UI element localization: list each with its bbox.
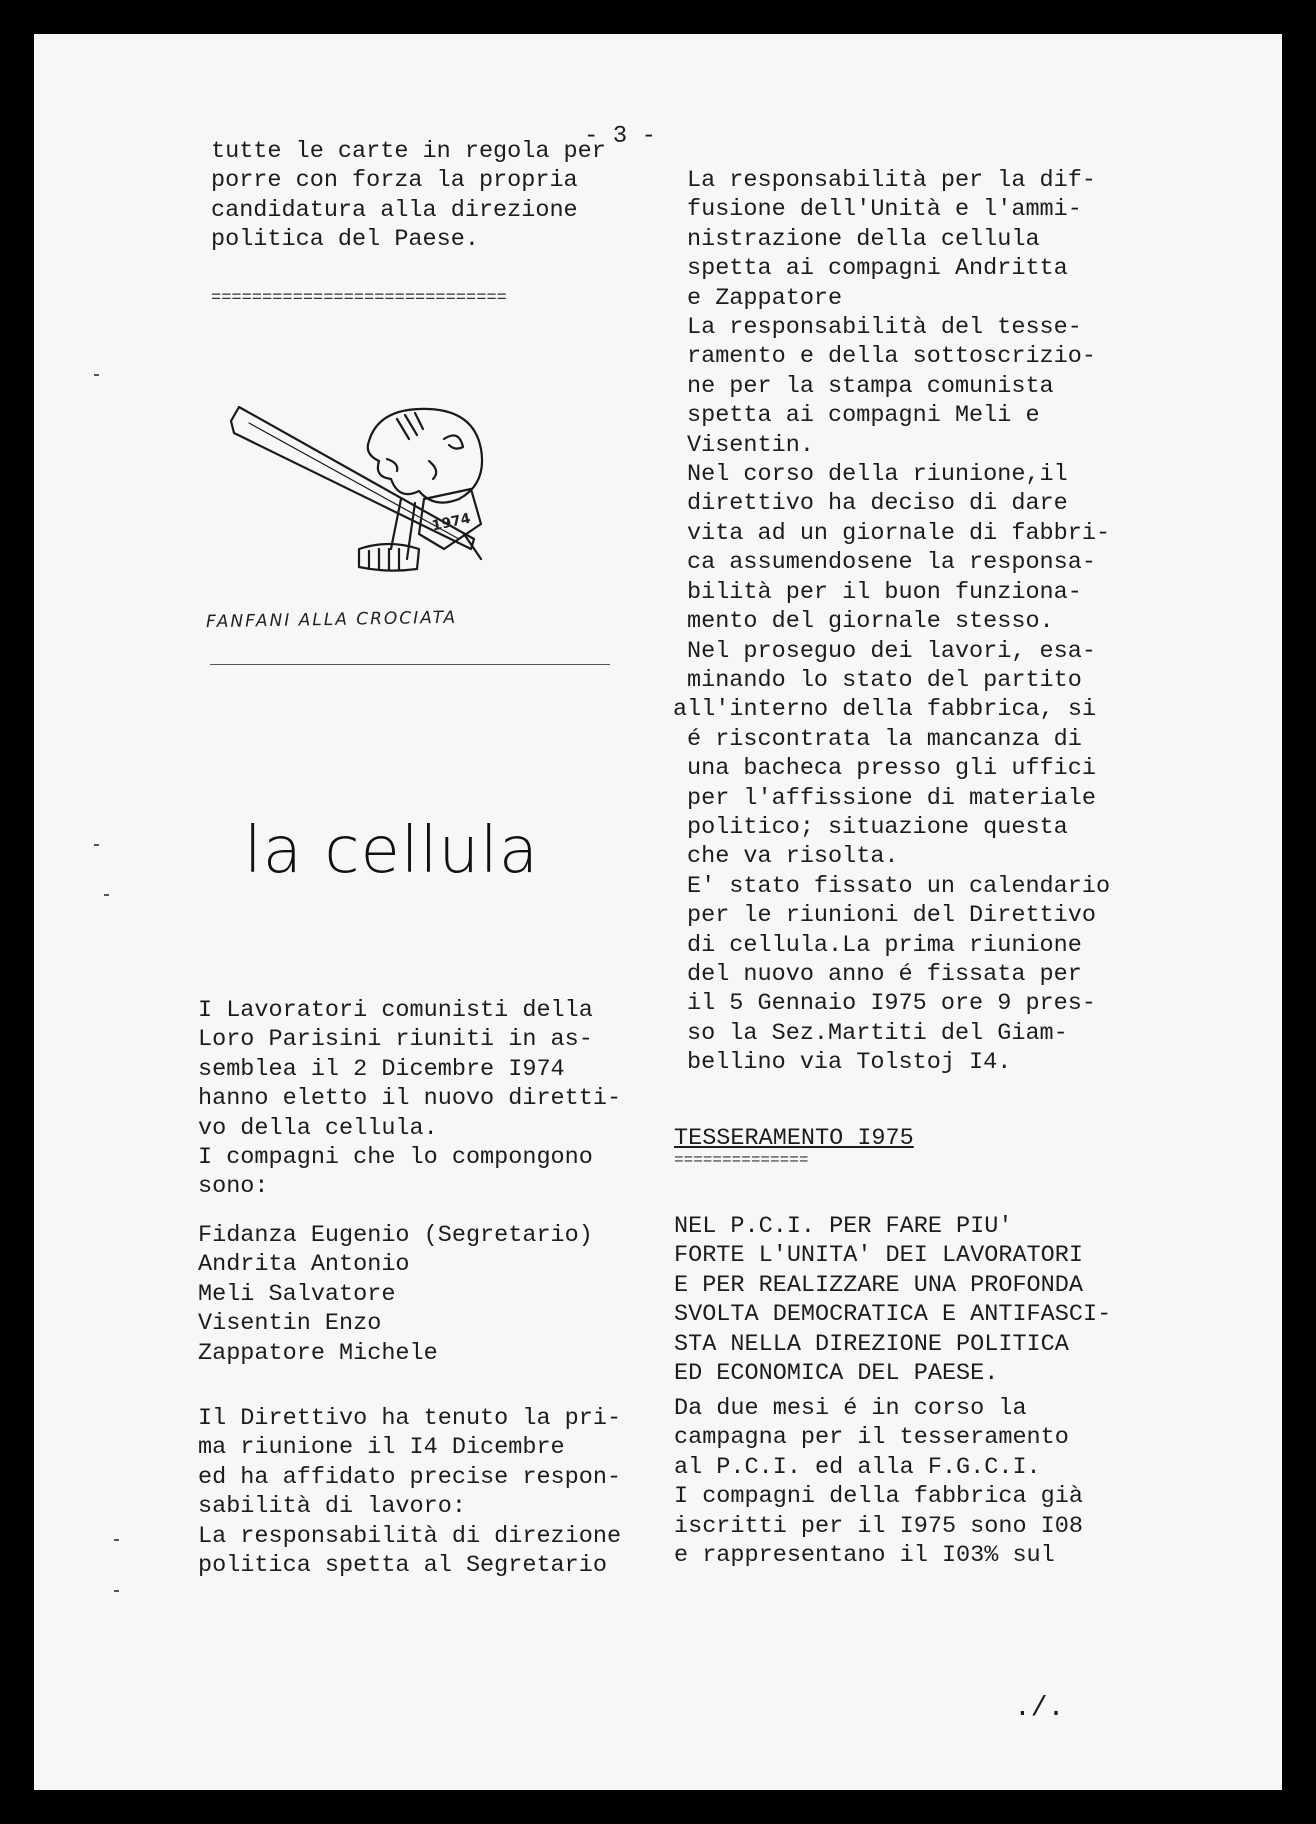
text-line: e Zappatore xyxy=(687,284,843,312)
text-line: il 5 Gennaio I975 ore 9 pres- xyxy=(687,990,1096,1018)
margin-mark xyxy=(94,844,99,846)
text-line: ca assumendosene la responsa- xyxy=(687,549,1096,577)
text-line: La responsabilità del tesse- xyxy=(687,314,1082,342)
page-number: - 3 - xyxy=(583,123,656,150)
text-line: fusione dell'Unità e l'ammi- xyxy=(687,196,1082,224)
text-line: politico; situazione questa xyxy=(687,813,1068,841)
text-line: I compagni che lo compongono xyxy=(198,1144,593,1172)
text-line: spetta ai compagni Andritta xyxy=(687,255,1068,283)
text-line: sabilità di lavoro: xyxy=(198,1493,466,1521)
text-line: una bacheca presso gli uffici xyxy=(687,755,1096,783)
text-line: bilità per il buon funziona- xyxy=(687,578,1082,606)
right-top-paragraph xyxy=(673,166,1111,1078)
text-line: hanno eletto il nuovo diretti- xyxy=(198,1085,622,1113)
section-title-tesseramento: TESSERAMENTO I975 xyxy=(674,1125,914,1152)
separator-rule: ============================= xyxy=(211,289,507,308)
margin-mark xyxy=(94,374,99,376)
text-line: ED ECONOMICA DEL PAESE. xyxy=(674,1360,999,1388)
text-line: vita ad un giornale di fabbri- xyxy=(687,519,1111,547)
text-line: mento del giornale stesso. xyxy=(687,608,1054,636)
text-line: I compagni della fabbrica già xyxy=(674,1483,1083,1511)
text-line: Da due mesi é in corso la xyxy=(674,1395,1027,1422)
text-line: E PER REALIZZARE UNA PROFONDA xyxy=(674,1271,1083,1299)
shield-badge: 1974 xyxy=(430,510,473,535)
member-list xyxy=(198,1221,593,1368)
text-line: porre con forza la propria xyxy=(211,167,578,195)
text-line: che va risolta. xyxy=(687,843,899,871)
text-line: Nel corso della riunione,il xyxy=(687,461,1068,489)
list-item: Visentin Enzo xyxy=(198,1310,382,1338)
text-line: Nel proseguo dei lavori, esa- xyxy=(687,637,1096,665)
text-line: direttivo ha deciso di dare xyxy=(687,490,1068,518)
text-line: all'interno della fabbrica, si xyxy=(673,696,1097,724)
left-top-paragraph xyxy=(211,137,606,255)
text-line: e rappresentano il I03% sul xyxy=(674,1542,1055,1570)
list-item: Fidanza Eugenio (Segretario) xyxy=(198,1222,593,1249)
text-line: al P.C.I. ed alla F.G.C.I. xyxy=(674,1453,1041,1481)
document-page xyxy=(34,34,1282,1790)
fanfani-cartoon xyxy=(219,399,539,589)
text-line: iscritti per il I975 sono I08 xyxy=(674,1512,1083,1540)
text-line: candidatura alla direzione xyxy=(211,196,578,224)
text-line: é riscontrata la mancanza di xyxy=(687,725,1082,753)
text-line: NEL P.C.I. PER FARE PIU' xyxy=(674,1213,1013,1240)
text-line: E' stato fissato un calendario xyxy=(687,872,1111,900)
text-line: FORTE L'UNITA' DEI LAVORATORI xyxy=(674,1242,1083,1270)
text-line: SVOLTA DEMOCRATICA E ANTIFASCI- xyxy=(674,1301,1112,1329)
continued-mark: ./. xyxy=(1014,1693,1065,1724)
text-line: so la Sez.Martiti del Giam- xyxy=(687,1019,1068,1047)
left-intro-paragraph xyxy=(198,996,621,1202)
list-item: Andrita Antonio xyxy=(198,1251,410,1279)
text-line: STA NELLA DIREZIONE POLITICA xyxy=(674,1330,1069,1358)
text-line: vo della cellula. xyxy=(198,1114,438,1142)
margin-mark xyxy=(104,894,109,896)
margin-mark xyxy=(114,1590,119,1592)
text-line: spetta ai compagni Meli e xyxy=(687,402,1040,430)
text-line: sono: xyxy=(198,1173,269,1201)
text-line: per le riunioni del Direttivo xyxy=(687,902,1096,930)
text-line: ma riunione il I4 Dicembre xyxy=(198,1434,565,1462)
text-line: bellino via Tolstoj I4. xyxy=(687,1049,1012,1077)
text-line: tutte le carte in regola per xyxy=(211,138,606,165)
text-line: semblea il 2 Dicembre I974 xyxy=(198,1055,565,1083)
text-line: del nuovo anno é fissata per xyxy=(687,960,1082,988)
caps-statement xyxy=(674,1212,1111,1388)
section-heading-cellula: la cellula xyxy=(244,814,540,888)
list-item: Meli Salvatore xyxy=(198,1280,396,1308)
text-line: nistrazione della cellula xyxy=(687,225,1040,253)
text-line: politica del Paese. xyxy=(211,226,479,254)
text-line: ed ha affidato precise respon- xyxy=(198,1463,622,1491)
list-item: Zappatore Michele xyxy=(198,1339,438,1367)
cartoon-caption: FANFANI ALLA CROCIATA xyxy=(205,607,458,633)
text-line: Loro Parisini riuniti in as- xyxy=(198,1026,593,1054)
left-bottom-paragraph xyxy=(198,1404,621,1580)
section-title-rule: ============== xyxy=(674,1152,809,1168)
text-line: I Lavoratori comunisti della xyxy=(198,997,593,1024)
text-line: ne per la stampa comunista xyxy=(687,372,1054,400)
divider-line xyxy=(210,664,610,665)
margin-mark xyxy=(114,1539,119,1541)
text-line: politica spetta al Segretario xyxy=(198,1552,607,1580)
text-line: Visentin. xyxy=(687,431,814,459)
right-bottom-paragraph xyxy=(674,1394,1083,1570)
text-line: di cellula.La prima riunione xyxy=(687,931,1082,959)
text-line: La responsabilità di direzione xyxy=(198,1522,622,1550)
text-line: campagna per il tesseramento xyxy=(674,1424,1069,1452)
text-line: La responsabilità per la dif- xyxy=(687,167,1096,194)
text-line: per l'affissione di materiale xyxy=(687,784,1096,812)
text-line: minando lo stato del partito xyxy=(687,666,1082,694)
text-line: Il Direttivo ha tenuto la pri- xyxy=(198,1405,622,1432)
text-line: ramento e della sottoscrizio- xyxy=(687,343,1096,371)
